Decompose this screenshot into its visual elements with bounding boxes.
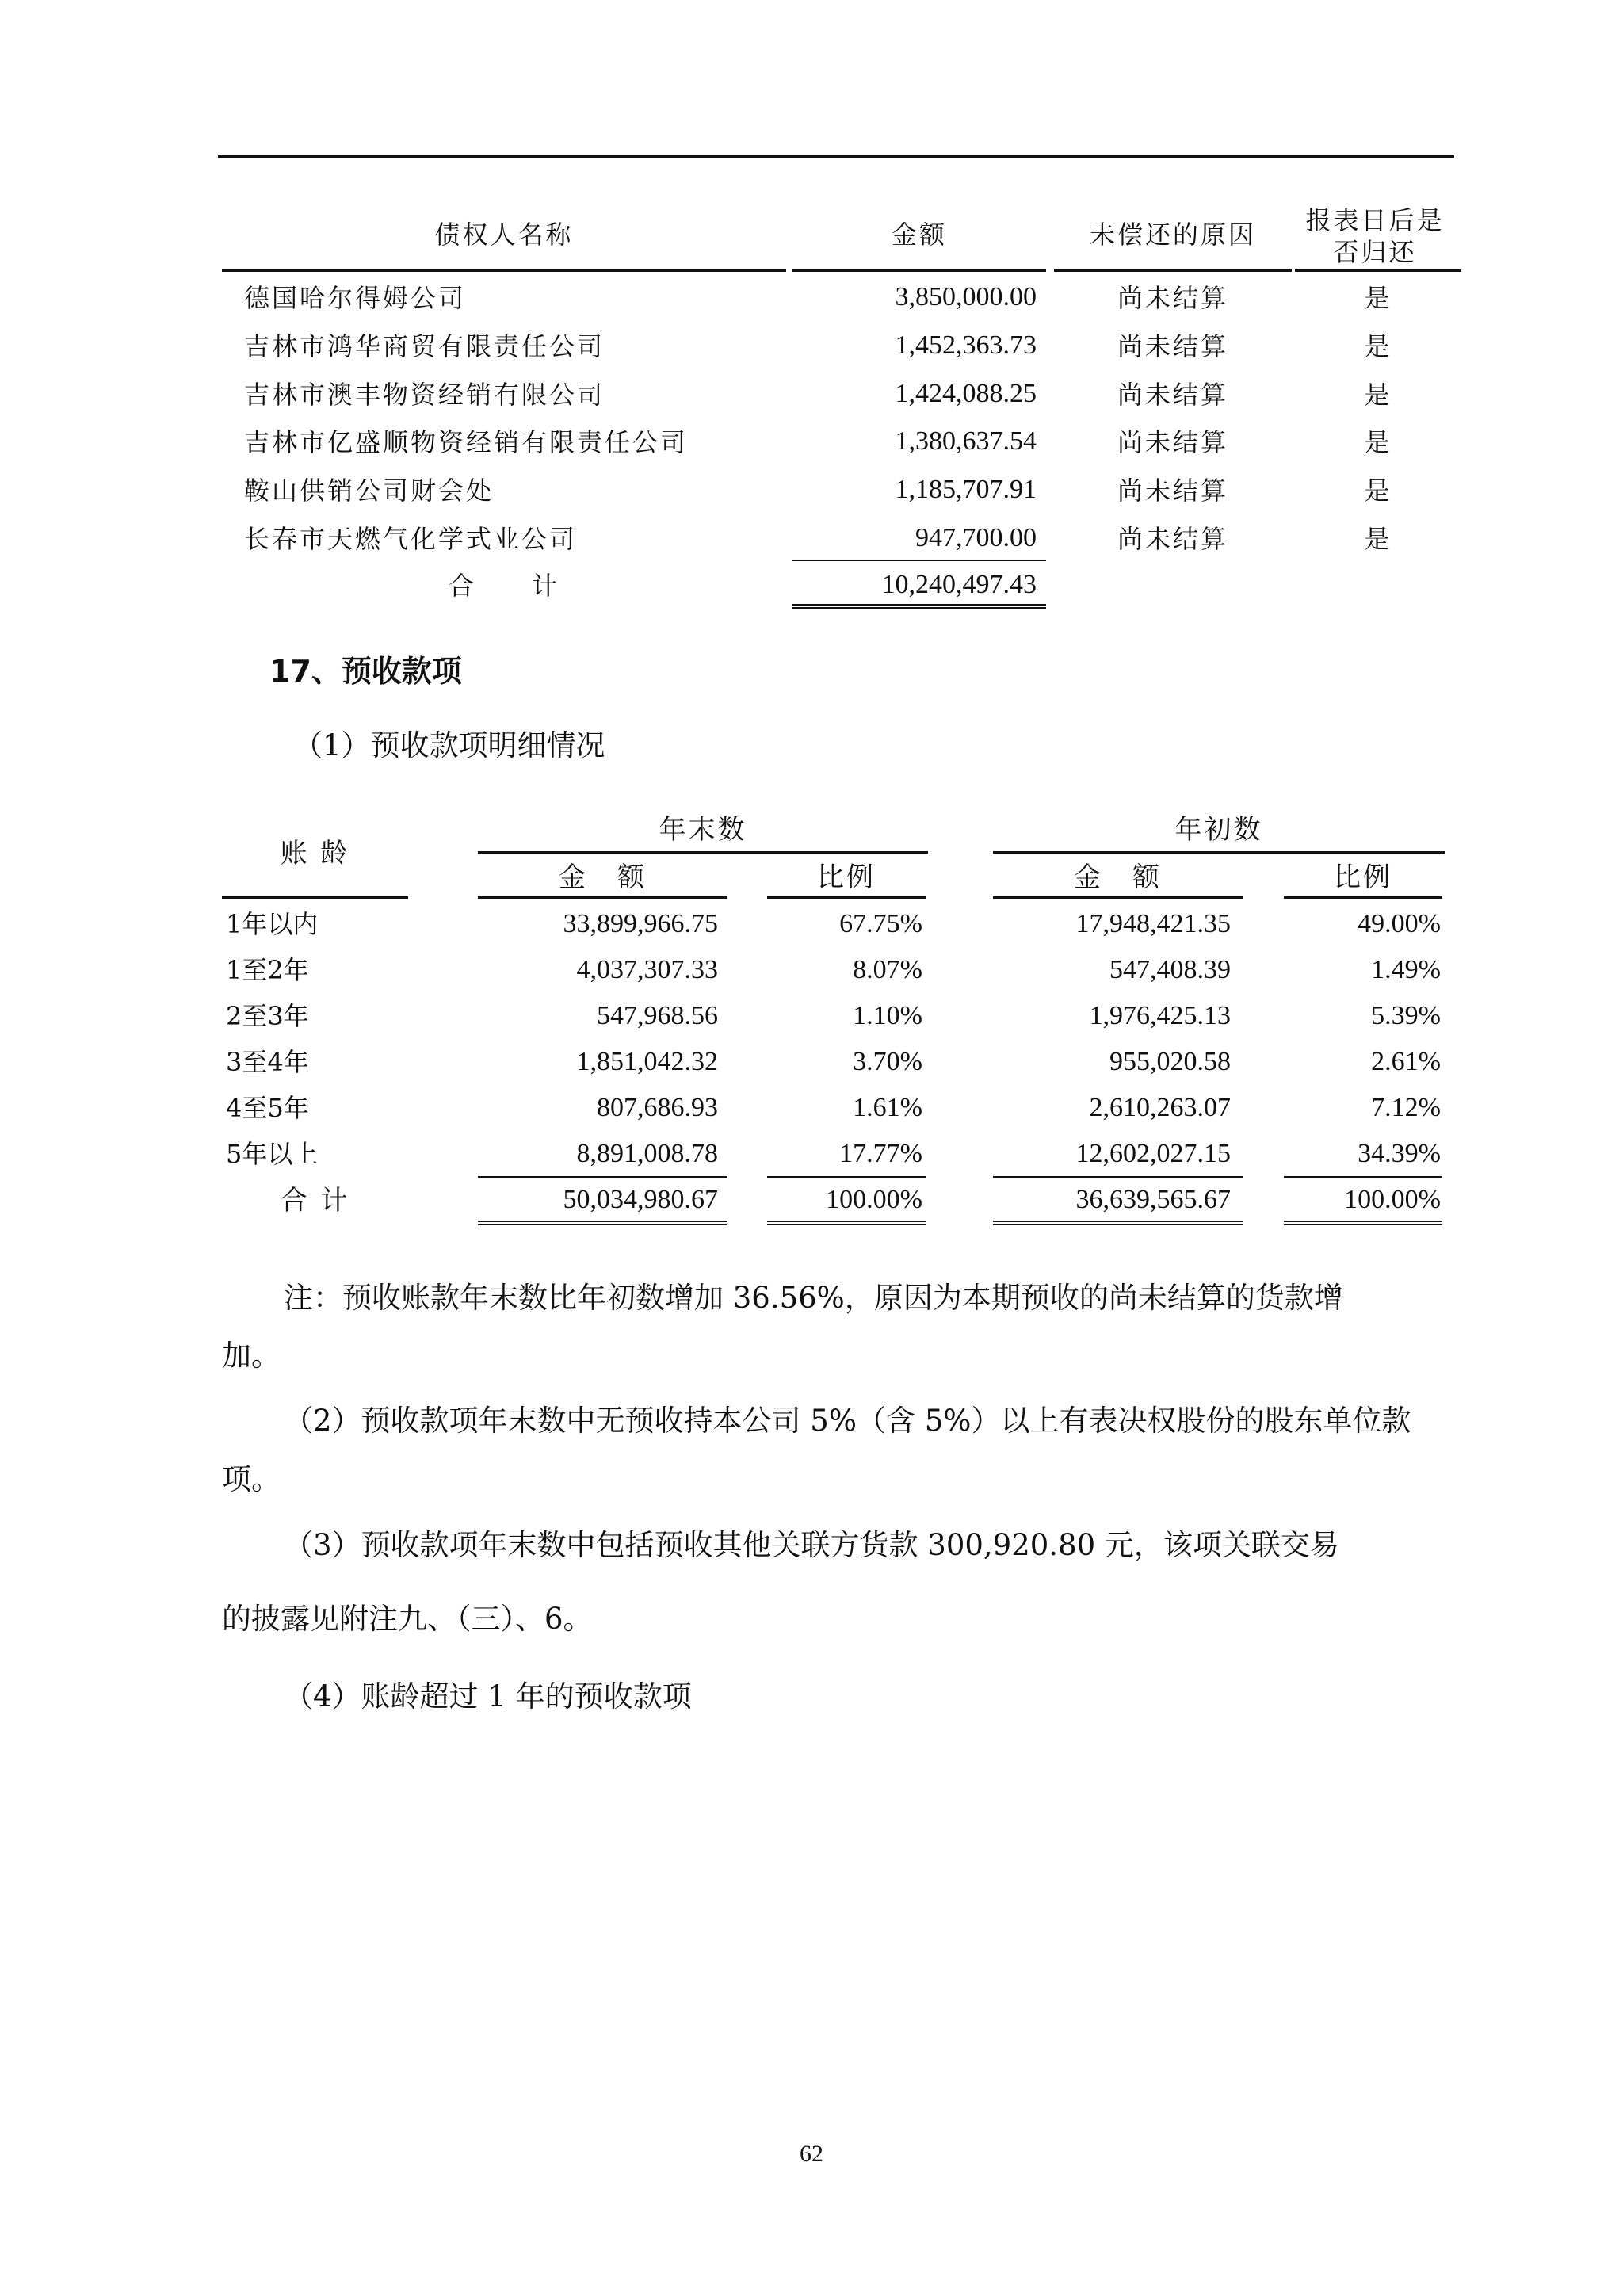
end-amount: 4,037,307.33 <box>576 955 718 984</box>
aging-bucket: 4至5年 <box>226 1093 309 1123</box>
creditor-amount: 1,452,363.73 <box>895 330 1037 360</box>
total-label: 合 计 <box>280 1185 350 1217</box>
header-aging: 账 龄 <box>280 838 350 869</box>
paragraph-2-line1: （2）预收款项年末数中无预收持本公司 5%（含 5%）以上有表决权股份的股东单位款 <box>284 1404 1411 1438</box>
header-year-end: 年末数 <box>659 814 747 846</box>
page-number: 62 <box>800 2141 823 2167</box>
header-rule-reason <box>1054 269 1292 272</box>
total-double-end-ratio <box>767 1221 926 1225</box>
total-rule-end-amount <box>478 1176 727 1178</box>
header-year-begin: 年初数 <box>1174 814 1263 846</box>
unpaid-reason: 尚未结算 <box>1117 331 1228 361</box>
header-rule-aging <box>222 896 408 899</box>
aging-bucket: 1年以内 <box>226 909 319 939</box>
end-ratio-total: 100.00% <box>826 1185 922 1214</box>
header-end-ratio: 比例 <box>817 861 876 893</box>
end-amount: 547,968.56 <box>597 1001 718 1030</box>
header-begin-amount: 金 额 <box>1074 861 1162 893</box>
creditor-name: 吉林市亿盛顺物资经销有限责任公司 <box>244 427 689 457</box>
aging-bucket: 3至4年 <box>226 1047 309 1077</box>
creditor-name: 吉林市澳丰物资经销有限公司 <box>244 380 605 410</box>
header-end-amount: 金 额 <box>559 861 647 893</box>
creditor-name: 鞍山供销公司财会处 <box>244 476 495 506</box>
paragraph-3-line2: 的披露见附注九、（三）、6。 <box>222 1602 593 1636</box>
note-paragraph-line1: 注：预收账款年末数比年初数增加 36.56%，原因为本期预收的尚未结算的货款增 <box>284 1281 1343 1315</box>
begin-amount: 12,602,027.15 <box>1075 1139 1231 1168</box>
end-ratio: 17.77% <box>839 1139 922 1168</box>
section-heading: 17、预收款项 <box>269 654 462 689</box>
aging-bucket: 1至2年 <box>226 955 309 985</box>
total-rule-end-ratio <box>767 1176 926 1178</box>
total-double-end-amount <box>478 1221 727 1225</box>
end-ratio: 1.61% <box>853 1093 922 1122</box>
returned-flag: 是 <box>1364 380 1392 410</box>
begin-ratio: 5.39% <box>1371 1001 1441 1030</box>
header-rule-amount <box>792 269 1046 272</box>
total-rule-double <box>792 604 1046 609</box>
paragraph-2-line2: 项。 <box>222 1462 281 1496</box>
end-amount: 807,686.93 <box>597 1093 718 1122</box>
header-rule-name <box>222 269 786 272</box>
creditor-amount: 1,185,707.91 <box>895 475 1037 504</box>
header-unpaid-reason: 未偿还的原因 <box>1089 220 1256 250</box>
page-top-rule <box>218 155 1454 158</box>
total-double-begin-ratio <box>1284 1221 1442 1225</box>
total-amount: 10,240,497.43 <box>881 570 1037 599</box>
creditor-amount: 947,700.00 <box>915 523 1037 552</box>
header-begin-ratio: 比例 <box>1334 861 1392 893</box>
note-paragraph-line2: 加。 <box>222 1339 281 1373</box>
creditor-name: 德国哈尔得姆公司 <box>244 283 467 313</box>
aging-bucket: 5年以上 <box>226 1139 319 1169</box>
creditor-amount: 1,424,088.25 <box>895 379 1037 408</box>
unpaid-reason: 尚未结算 <box>1117 283 1228 313</box>
begin-ratio-total: 100.00% <box>1344 1185 1441 1214</box>
header-rule-end-ratio <box>767 896 926 899</box>
begin-amount-total: 36,639,565.67 <box>1075 1185 1231 1214</box>
unpaid-reason: 尚未结算 <box>1117 380 1228 410</box>
aging-bucket: 2至3年 <box>226 1001 309 1031</box>
total-rule-top <box>792 560 1046 561</box>
end-ratio: 1.10% <box>853 1001 922 1030</box>
begin-amount: 547,408.39 <box>1109 955 1231 984</box>
header-creditor-name: 债权人名称 <box>434 220 574 250</box>
total-label: 合 计 <box>448 571 559 601</box>
unpaid-reason: 尚未结算 <box>1117 524 1228 554</box>
total-rule-begin-amount <box>993 1176 1243 1178</box>
header-rule-begin-amount <box>993 896 1243 899</box>
begin-ratio: 49.00% <box>1358 909 1441 938</box>
returned-flag: 是 <box>1364 524 1392 554</box>
returned-flag: 是 <box>1364 476 1392 506</box>
end-ratio: 3.70% <box>853 1047 922 1076</box>
begin-ratio: 2.61% <box>1371 1047 1441 1076</box>
creditor-amount: 1,380,637.54 <box>895 426 1037 456</box>
header-rule-returned <box>1295 269 1461 272</box>
creditor-name: 吉林市鸿华商贸有限责任公司 <box>244 331 605 361</box>
returned-flag: 是 <box>1364 283 1392 313</box>
total-double-begin-amount <box>993 1221 1243 1225</box>
returned-flag: 是 <box>1364 331 1392 361</box>
begin-ratio: 7.12% <box>1371 1093 1441 1122</box>
begin-ratio: 34.39% <box>1358 1139 1441 1168</box>
subsection-title: （1）预收款项明细情况 <box>293 728 605 762</box>
returned-flag: 是 <box>1364 427 1392 457</box>
unpaid-reason: 尚未结算 <box>1117 427 1228 457</box>
header-returned-line1: 报表日后是 <box>1305 205 1445 235</box>
end-ratio: 67.75% <box>839 909 922 938</box>
paragraph-4: （4）账龄超过 1 年的预收款项 <box>284 1679 692 1713</box>
end-amount-total: 50,034,980.67 <box>563 1185 718 1214</box>
header-amount: 金额 <box>891 220 947 250</box>
begin-amount: 17,948,421.35 <box>1075 909 1231 938</box>
begin-amount: 2,610,263.07 <box>1089 1093 1231 1122</box>
creditor-amount: 3,850,000.00 <box>895 282 1037 311</box>
begin-ratio: 1.49% <box>1371 955 1441 984</box>
group-rule-year-end <box>478 851 928 854</box>
group-rule-year-begin <box>993 851 1445 854</box>
end-amount: 33,899,966.75 <box>563 909 718 938</box>
paragraph-3-line1: （3）预收款项年末数中包括预收其他关联方货款 300,920.80 元，该项关联交易 <box>284 1528 1339 1562</box>
end-amount: 8,891,008.78 <box>576 1139 718 1168</box>
header-rule-end-amount <box>478 896 727 899</box>
begin-amount: 955,020.58 <box>1109 1047 1231 1076</box>
total-rule-begin-ratio <box>1284 1176 1442 1178</box>
header-returned-line2: 否归还 <box>1333 237 1417 267</box>
begin-amount: 1,976,425.13 <box>1089 1001 1231 1030</box>
end-amount: 1,851,042.32 <box>576 1047 718 1076</box>
header-rule-begin-ratio <box>1284 896 1442 899</box>
end-ratio: 8.07% <box>853 955 922 984</box>
unpaid-reason: 尚未结算 <box>1117 476 1228 506</box>
creditor-name: 长春市天燃气化学式业公司 <box>244 524 578 554</box>
